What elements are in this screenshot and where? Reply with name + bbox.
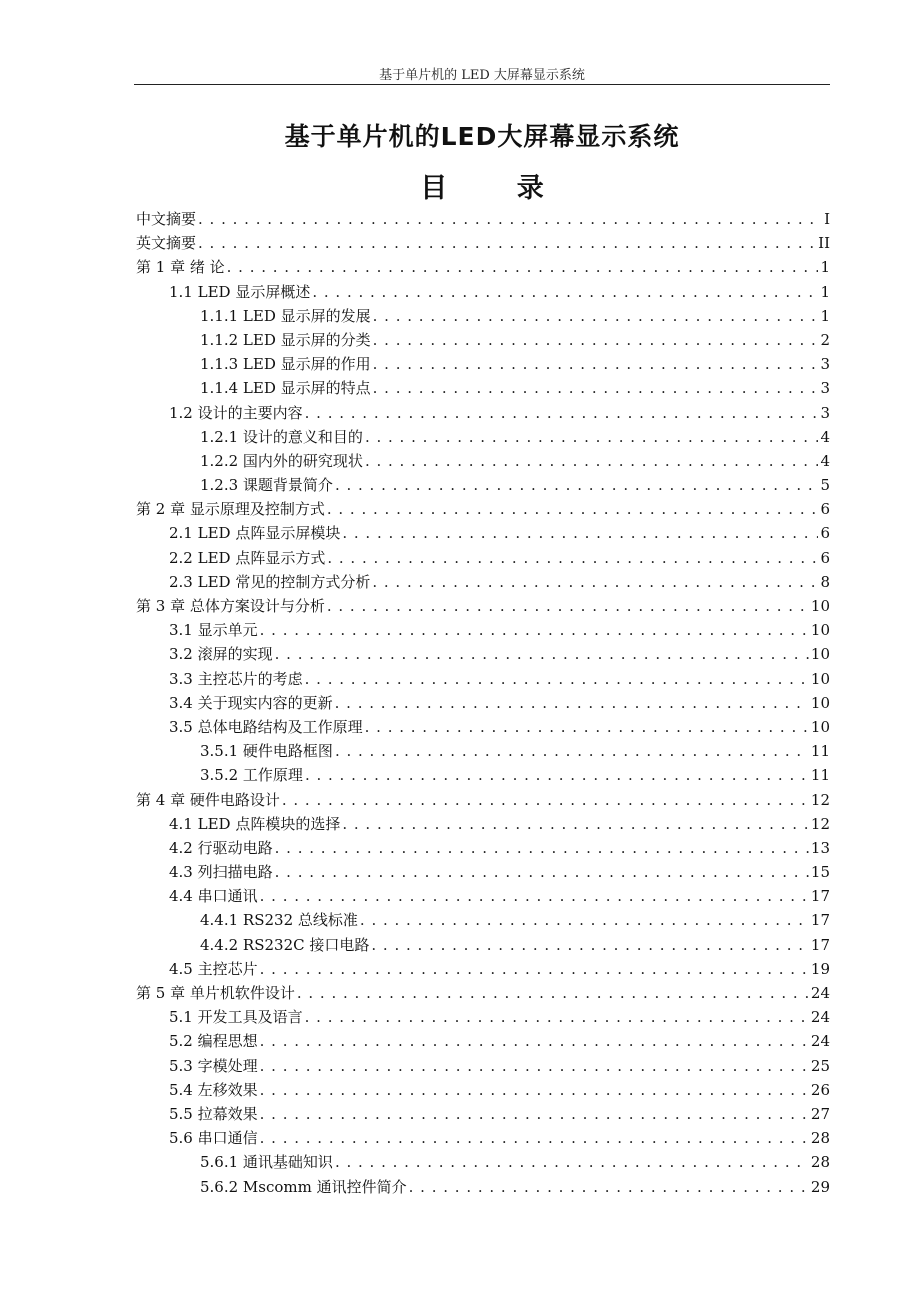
toc-dot-leader xyxy=(260,1126,809,1150)
document-title: 基于单片机的LED大屏幕显示系统 xyxy=(284,122,680,151)
toc-entry[interactable] xyxy=(134,739,830,763)
toc-entry[interactable] xyxy=(134,1175,830,1199)
toc-dot-leader xyxy=(282,788,809,812)
toc-entry-page: 3 xyxy=(820,379,830,398)
table-of-contents xyxy=(134,207,830,1199)
toc-entry[interactable] xyxy=(134,908,830,932)
toc-entry-label: 2.3 LED 常见的控制方式分析 xyxy=(169,572,371,591)
toc-entry-page: 3 xyxy=(820,355,830,374)
toc-entry-page: 26 xyxy=(810,1080,830,1099)
toc-entry[interactable] xyxy=(134,667,830,691)
toc-entry-label: 4.1 LED 点阵模块的选择 xyxy=(169,814,341,833)
toc-entry-label: 5.6.2 Mscomm 通讯控件简介 xyxy=(200,1177,407,1196)
toc-entry[interactable] xyxy=(134,1126,830,1150)
toc-entry-page: 1 xyxy=(820,282,830,301)
toc-dot-leader xyxy=(342,812,809,836)
toc-entry-label: 1.1.3 LED 显示屏的作用 xyxy=(200,355,371,374)
toc-entry-page: 13 xyxy=(810,838,830,857)
toc-entry[interactable] xyxy=(134,594,830,618)
toc-entry[interactable] xyxy=(134,788,830,812)
toc-entry-label: 1.1.1 LED 显示屏的发展 xyxy=(200,306,371,325)
toc-entry-label: 5.2 编程思想 xyxy=(169,1032,258,1051)
toc-entry-page: 25 xyxy=(810,1056,830,1075)
toc-entry-label: 5.3 字模处理 xyxy=(169,1056,258,1075)
toc-dot-leader xyxy=(365,425,819,449)
toc-entry[interactable] xyxy=(134,618,830,642)
toc-entry-page: 6 xyxy=(820,548,830,567)
toc-entry-label: 第 5 章 单片机软件设计 xyxy=(136,984,295,1002)
toc-entry-page: 4 xyxy=(820,451,830,470)
toc-entry-page: 11 xyxy=(810,742,830,761)
toc-dot-leader xyxy=(260,1054,809,1078)
toc-entry[interactable] xyxy=(134,957,830,981)
toc-dot-leader xyxy=(297,981,809,1005)
toc-entry-label: 1.1 LED 显示屏概述 xyxy=(169,282,311,301)
toc-entry[interactable] xyxy=(134,860,830,884)
toc-dot-leader xyxy=(305,763,809,787)
toc-entry-label: 3.2 滚屏的实现 xyxy=(169,645,273,664)
toc-entry-label: 5.6 串口通信 xyxy=(169,1129,258,1148)
toc-entry[interactable] xyxy=(134,1102,830,1126)
toc-entry-page: 10 xyxy=(810,669,830,688)
toc-dot-leader xyxy=(360,908,809,932)
toc-entry[interactable] xyxy=(134,642,830,666)
toc-entry-page: 6 xyxy=(820,500,830,519)
toc-entry-label: 2.1 LED 点阵显示屏模块 xyxy=(169,524,341,543)
toc-entry-label: 1.1.4 LED 显示屏的特点 xyxy=(200,379,371,398)
toc-dot-leader xyxy=(373,376,819,400)
toc-entry-page: 10 xyxy=(810,693,830,712)
toc-entry-label: 3.5.2 工作原理 xyxy=(200,766,303,785)
toc-dot-leader xyxy=(275,836,809,860)
toc-entry[interactable] xyxy=(134,836,830,860)
toc-entry-page: 3 xyxy=(820,403,830,422)
toc-dot-leader xyxy=(365,715,809,739)
toc-entry-page: 10 xyxy=(810,621,830,640)
toc-entry-page: 10 xyxy=(810,717,830,736)
toc-entry-page: 11 xyxy=(810,766,830,785)
toc-entry-page: 27 xyxy=(810,1104,830,1123)
toc-entry[interactable] xyxy=(134,546,830,570)
toc-entry[interactable] xyxy=(134,304,830,328)
toc-entry-label: 1.2.3 课题背景简介 xyxy=(200,476,333,495)
toc-entry-page: 5 xyxy=(820,476,830,495)
toc-entry[interactable] xyxy=(134,352,830,376)
toc-dot-leader xyxy=(198,231,816,255)
toc-dot-leader xyxy=(327,546,818,570)
toc-dot-leader xyxy=(198,207,822,231)
toc-entry-page: I xyxy=(824,210,830,228)
toc-entry[interactable] xyxy=(134,691,830,715)
toc-entry-label: 3.1 显示单元 xyxy=(169,621,258,640)
toc-dot-leader xyxy=(335,739,809,763)
toc-entry[interactable] xyxy=(134,715,830,739)
toc-entry-page: 1 xyxy=(820,306,830,325)
toc-entry-label: 中文摘要 xyxy=(136,210,197,228)
toc-entry-page: 24 xyxy=(810,984,830,1002)
toc-dot-leader xyxy=(365,449,819,473)
toc-dot-leader xyxy=(260,957,809,981)
toc-entry[interactable] xyxy=(134,376,830,400)
toc-entry-label: 1.2.2 国内外的研究现状 xyxy=(200,451,363,470)
toc-entry[interactable] xyxy=(134,1054,830,1078)
toc-entry-page: 19 xyxy=(810,959,830,978)
toc-entry-label: 第 1 章 绪 论 xyxy=(136,258,225,277)
toc-entry-label: 1.2.1 设计的意义和目的 xyxy=(200,427,363,446)
toc-dot-leader xyxy=(305,401,819,425)
toc-dot-leader xyxy=(335,473,819,497)
toc-entry-page: 17 xyxy=(810,935,830,954)
toc-dot-leader xyxy=(227,255,819,279)
toc-entry[interactable] xyxy=(134,497,830,521)
toc-entry-page: 28 xyxy=(810,1153,830,1172)
toc-entry-label: 英文摘要 xyxy=(136,234,197,253)
toc-entry[interactable] xyxy=(134,570,830,594)
toc-entry-page: 2 xyxy=(820,330,830,349)
toc-dot-leader xyxy=(305,1005,809,1029)
toc-entry-page: 15 xyxy=(810,863,830,882)
toc-entry[interactable] xyxy=(134,884,830,908)
toc-entry[interactable] xyxy=(134,981,830,1005)
toc-entry-page: 24 xyxy=(810,1008,830,1027)
toc-entry-label: 3.5.1 硬件电路框图 xyxy=(200,742,333,761)
toc-dot-leader xyxy=(327,594,809,618)
toc-heading: 目 录 xyxy=(420,173,574,204)
toc-entry-label: 3.3 主控芯片的考虑 xyxy=(169,669,303,688)
toc-dot-leader xyxy=(275,860,809,884)
toc-dot-leader xyxy=(409,1175,809,1199)
toc-entry-label: 5.6.1 通讯基础知识 xyxy=(200,1153,333,1172)
toc-entry-label: 3.5 总体电路结构及工作原理 xyxy=(169,717,363,736)
toc-dot-leader xyxy=(371,933,809,957)
toc-entry-page: 6 xyxy=(820,524,830,543)
toc-dot-leader xyxy=(260,1029,809,1053)
toc-entry-page: 1 xyxy=(820,258,830,277)
toc-entry-page: II xyxy=(818,234,830,253)
toc-entry-label: 3.4 关于现实内容的更新 xyxy=(169,693,333,712)
toc-dot-leader xyxy=(312,280,818,304)
toc-entry[interactable] xyxy=(134,1078,830,1102)
toc-entry[interactable] xyxy=(134,1029,830,1053)
toc-entry-label: 4.4 串口通讯 xyxy=(169,887,258,906)
toc-dot-leader xyxy=(260,618,809,642)
toc-entry[interactable] xyxy=(134,521,830,545)
toc-dot-leader xyxy=(260,1078,809,1102)
toc-entry-page: 24 xyxy=(810,1032,830,1051)
toc-entry-label: 5.4 左移效果 xyxy=(169,1080,258,1099)
header-rule xyxy=(134,84,830,85)
toc-entry-label: 1.1.2 LED 显示屏的分类 xyxy=(200,330,371,349)
toc-entry-page: 17 xyxy=(810,887,830,906)
toc-entry-label: 第 4 章 硬件电路设计 xyxy=(136,790,280,809)
running-header: 基于单片机的 LED 大屏幕显示系统 xyxy=(379,68,585,83)
toc-entry-label: 5.1 开发工具及语言 xyxy=(169,1008,303,1027)
toc-entry[interactable] xyxy=(134,425,830,449)
toc-entry[interactable] xyxy=(134,449,830,473)
toc-dot-leader xyxy=(373,352,819,376)
toc-entry-label: 第 3 章 总体方案设计与分析 xyxy=(136,597,325,615)
toc-dot-leader xyxy=(275,642,809,666)
toc-entry[interactable] xyxy=(134,933,830,957)
toc-entry-label: 第 2 章 显示原理及控制方式 xyxy=(136,500,325,519)
toc-entry-label: 4.5 主控芯片 xyxy=(169,959,258,978)
toc-dot-leader xyxy=(327,497,819,521)
toc-entry[interactable] xyxy=(134,812,830,836)
toc-dot-leader xyxy=(335,1150,809,1174)
toc-entry-page: 12 xyxy=(810,790,830,809)
toc-entry-page: 8 xyxy=(820,572,830,591)
toc-dot-leader xyxy=(373,304,819,328)
toc-entry[interactable] xyxy=(134,231,830,255)
toc-entry[interactable] xyxy=(134,328,830,352)
toc-entry[interactable] xyxy=(134,473,830,497)
toc-entry[interactable] xyxy=(134,1005,830,1029)
toc-entry-label: 5.5 拉幕效果 xyxy=(169,1104,258,1123)
toc-dot-leader xyxy=(260,1102,809,1126)
toc-entry-label: 4.2 行驱动电路 xyxy=(169,838,273,857)
toc-entry[interactable] xyxy=(134,255,830,279)
toc-entry-label: 4.3 列扫描电路 xyxy=(169,863,273,882)
toc-entry[interactable] xyxy=(134,1150,830,1174)
toc-entry-label: 2.2 LED 点阵显示方式 xyxy=(169,548,326,567)
toc-entry-page: 4 xyxy=(820,427,830,446)
toc-entry-page: 10 xyxy=(810,597,830,615)
toc-entry[interactable] xyxy=(134,763,830,787)
toc-entry-label: 1.2 设计的主要内容 xyxy=(169,403,303,422)
toc-dot-leader xyxy=(342,521,818,545)
toc-entry[interactable] xyxy=(134,207,830,231)
toc-entry-page: 12 xyxy=(810,814,830,833)
toc-dot-leader xyxy=(372,570,818,594)
toc-dot-leader xyxy=(335,691,809,715)
toc-entry-page: 17 xyxy=(810,911,830,930)
toc-entry-label: 4.4.2 RS232C 接口电路 xyxy=(200,935,370,954)
toc-entry[interactable] xyxy=(134,401,830,425)
toc-entry-page: 29 xyxy=(810,1177,830,1196)
toc-entry-label: 4.4.1 RS232 总线标准 xyxy=(200,911,358,930)
toc-dot-leader xyxy=(305,667,809,691)
toc-entry-page: 10 xyxy=(810,645,830,664)
toc-entry[interactable] xyxy=(134,280,830,304)
toc-entry-page: 28 xyxy=(810,1129,830,1148)
toc-dot-leader xyxy=(260,884,809,908)
toc-dot-leader xyxy=(373,328,819,352)
